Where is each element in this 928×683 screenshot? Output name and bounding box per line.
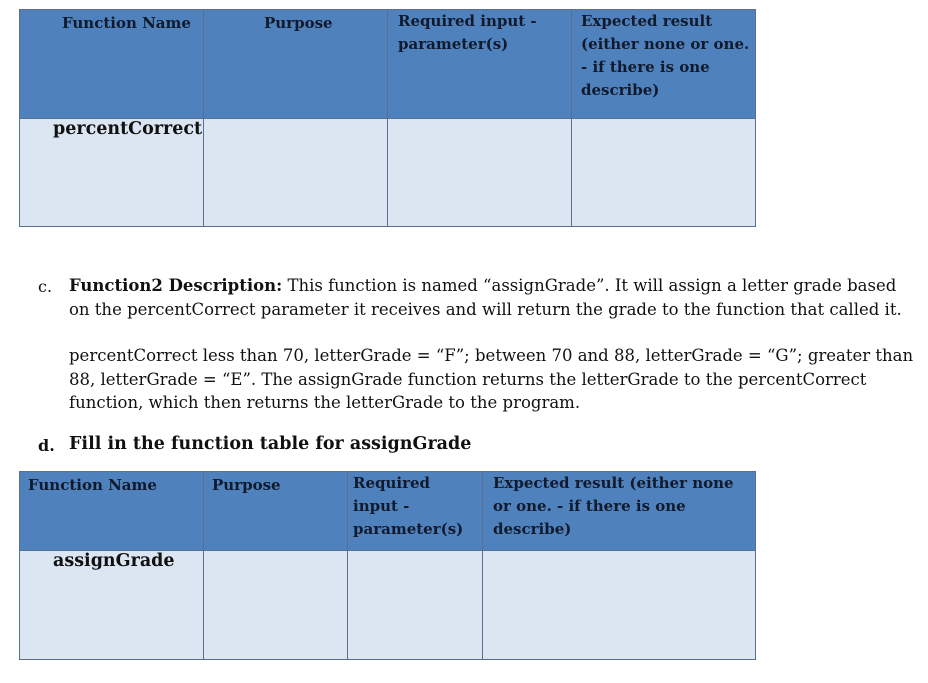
header-cell-required-input [348,472,483,551]
function-name: percentCorrect [53,119,203,139]
section-d-title: Fill in the function table for assignGrade [69,434,472,454]
function-name: assignGrade [53,551,175,571]
header-cell-expected-result [572,10,756,119]
grade-rules-paragraph: percentCorrect less than 70, letterGrade = “F”; between 70 and 88, letterGrade = “G”; greater than 88, letterGrade = “E”. The assignGrade function returns the letterGrade to the percentCorrect function, which then returns the letterGrade to the program. [69,346,914,412]
required-input-cell[interactable] [348,551,483,660]
header-cell-purpose [204,472,348,551]
header-label: Required input - parameter(s) [398,12,537,53]
header-label: Expected result (either none or one. - if there is one describe) [493,474,734,538]
header-cell-purpose [204,10,388,119]
header-cell-expected-result [483,472,756,551]
function-table-percentcorrect [19,9,756,227]
list-marker-c: c. [38,277,53,296]
header-label: Function Name [28,476,157,494]
table-row [20,119,756,227]
expected-result-cell[interactable] [483,551,756,660]
list-marker-d: d. [38,436,55,455]
table-row [20,551,756,660]
header-label: Function Name [62,14,191,32]
function-name-cell [20,119,204,227]
header-label: Purpose [264,14,333,32]
function-name-cell [20,551,204,660]
purpose-cell[interactable] [204,551,348,660]
required-input-cell[interactable] [388,119,572,227]
header-label: Purpose [212,476,281,494]
header-cell-function-name [20,472,204,551]
header-label: Expected result (either none or one. - if there is one describe) [581,12,750,99]
purpose-cell[interactable] [204,119,388,227]
expected-result-cell[interactable] [572,119,756,227]
function2-description [69,274,919,321]
table-header-row [20,472,756,551]
function2-description-title: Function2 Description: [69,276,283,295]
header-cell-function-name [20,10,204,119]
function-table-assigngrade [19,471,756,660]
function2-description-text: This function is named “assignGrade”. It will assign a letter grade based on the percentCorrect parameter it receives and will return the grade to the function that called it. [69,276,902,319]
table-header-row [20,10,756,119]
header-label: Required input - parameter(s) [353,474,464,538]
header-cell-required-input [388,10,572,119]
